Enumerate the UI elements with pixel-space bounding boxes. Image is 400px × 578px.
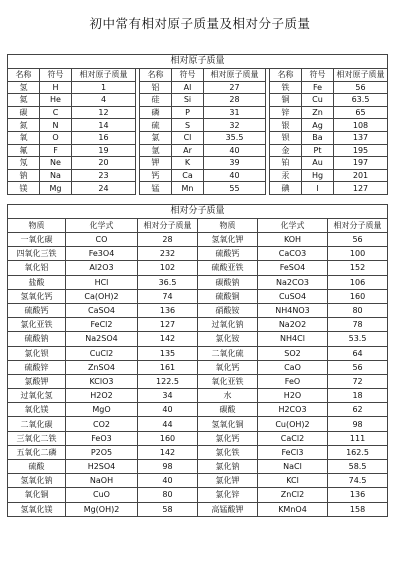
molecular-mass: 135 (138, 346, 198, 360)
substance-name: 硫酸亚铁 (198, 261, 258, 275)
molecular-mass: 232 (138, 247, 198, 261)
substance-name: 五氧化二磷 (8, 445, 66, 459)
substance-name: 过氧化钠 (198, 318, 258, 332)
substance-name: 氯化锌 (198, 488, 258, 502)
element-symbol: P (172, 106, 204, 119)
table-row (8, 261, 388, 275)
element-symbol: Cl (172, 131, 204, 144)
substance-name: 氢氧化钙 (8, 289, 66, 303)
table-row (8, 131, 388, 144)
substance-name: 硫酸钙 (198, 247, 258, 261)
atomic-mass: 56 (334, 81, 388, 94)
table-row (8, 445, 388, 459)
column-header: 物质 (8, 219, 66, 233)
element-symbol: H (40, 81, 72, 94)
substance-name: 氧化镁 (8, 403, 66, 417)
chemical-formula: Ca(OH)2 (66, 289, 138, 303)
atomic-header-row (8, 69, 388, 82)
element-name: 金 (270, 144, 302, 157)
table-row (8, 119, 388, 132)
chemical-formula: KOH (258, 233, 328, 247)
chemical-formula: CuCl2 (66, 346, 138, 360)
element-symbol: I (302, 182, 334, 195)
element-name: 碘 (270, 182, 302, 195)
molecular-mass: 36.5 (138, 275, 198, 289)
element-symbol: Ar (172, 144, 204, 157)
element-name: 钾 (140, 157, 172, 170)
element-symbol: F (40, 144, 72, 157)
chemical-formula: Na2CO3 (258, 275, 328, 289)
element-name: 锌 (270, 106, 302, 119)
element-symbol: Zn (302, 106, 334, 119)
element-symbol: Au (302, 157, 334, 170)
substance-name: 一氧化碳 (8, 233, 66, 247)
element-name: 碳 (8, 106, 40, 119)
chemical-formula: FeCl2 (66, 318, 138, 332)
column-header: 化学式 (66, 219, 138, 233)
column-header: 化学式 (258, 219, 328, 233)
table-row (8, 403, 388, 417)
element-name: 氢 (8, 81, 40, 94)
substance-name: 三氧化二铁 (8, 431, 66, 445)
table-caption: 相对原子质量 (8, 55, 388, 69)
table-row (8, 94, 388, 107)
chemical-formula: CuO (66, 488, 138, 502)
element-name: 氩 (140, 144, 172, 157)
substance-name: 氯化钠 (198, 460, 258, 474)
molecular-mass: 58 (138, 502, 198, 516)
element-symbol: Pt (302, 144, 334, 157)
table-row (8, 303, 388, 317)
chemical-formula: NaOH (66, 474, 138, 488)
element-name: 硅 (140, 94, 172, 107)
substance-name: 氯化钾 (198, 474, 258, 488)
molecular-mass: 80 (328, 303, 388, 317)
molecular-mass: 74.5 (328, 474, 388, 488)
element-name: 锰 (140, 182, 172, 195)
molecular-mass: 162.5 (328, 445, 388, 459)
table-row (8, 474, 388, 488)
substance-name: 二氧化硫 (198, 346, 258, 360)
molecular-mass: 44 (138, 417, 198, 431)
molecular-mass: 62 (328, 403, 388, 417)
chemical-formula: FeCl3 (258, 445, 328, 459)
chemical-formula: CaSO4 (66, 303, 138, 317)
table-row (8, 247, 388, 261)
element-symbol: Mn (172, 182, 204, 195)
molecular-mass: 56 (328, 360, 388, 374)
molecular-mass: 98 (138, 460, 198, 474)
atomic-mass: 12 (72, 106, 136, 119)
atomic-mass: 14 (72, 119, 136, 132)
atomic-mass-table (7, 54, 388, 195)
substance-name: 氢氧化铜 (198, 417, 258, 431)
column-header: 相对原子质量 (204, 69, 266, 82)
molecular-mass: 160 (328, 289, 388, 303)
substance-name: 二氧化碳 (8, 417, 66, 431)
element-name: 银 (270, 119, 302, 132)
molecular-mass: 142 (138, 332, 198, 346)
table-row (8, 389, 388, 403)
table-row (8, 275, 388, 289)
column-header: 名称 (140, 69, 172, 82)
substance-name: 氧化钙 (198, 360, 258, 374)
element-name: 钡 (270, 131, 302, 144)
chemical-formula: FeO (258, 374, 328, 388)
chemical-formula: Na2SO4 (66, 332, 138, 346)
page-title: 初中常有相对原子质量及相对分子质量 (89, 16, 311, 31)
element-symbol: Mg (40, 182, 72, 195)
chemical-formula: H2CO3 (258, 403, 328, 417)
atomic-mass: 137 (334, 131, 388, 144)
element-symbol: N (40, 119, 72, 132)
chemical-formula: FeSO4 (258, 261, 328, 275)
atomic-mass: 27 (204, 81, 266, 94)
table-row (8, 488, 388, 502)
column-header: 相对分子质量 (328, 219, 388, 233)
molecular-mass: 106 (328, 275, 388, 289)
element-symbol: O (40, 131, 72, 144)
table-row (8, 157, 388, 170)
molecular-mass: 102 (138, 261, 198, 275)
chemical-formula: CaCO3 (258, 247, 328, 261)
table-row (8, 502, 388, 516)
table-row (8, 332, 388, 346)
chemical-formula: ZnSO4 (66, 360, 138, 374)
chemical-formula: SO2 (258, 346, 328, 360)
substance-name: 碳酸钠 (198, 275, 258, 289)
atomic-mass: 197 (334, 157, 388, 170)
table-row (8, 346, 388, 360)
substance-name: 硝酸铵 (198, 303, 258, 317)
molecular-mass: 53.5 (328, 332, 388, 346)
table-row (8, 289, 388, 303)
chemical-formula: ZnCl2 (258, 488, 328, 502)
table-row (8, 106, 388, 119)
element-symbol: Ne (40, 157, 72, 170)
atomic-mass: 65 (334, 106, 388, 119)
atomic-mass: 35.5 (204, 131, 266, 144)
table-row (8, 169, 388, 182)
element-symbol: K (172, 157, 204, 170)
element-symbol: Al (172, 81, 204, 94)
table-row (8, 318, 388, 332)
element-name: 氯 (140, 131, 172, 144)
molecular-mass: 74 (138, 289, 198, 303)
chemical-formula: CaO (258, 360, 328, 374)
substance-name: 碳酸 (198, 403, 258, 417)
molecular-mass: 152 (328, 261, 388, 275)
molecular-mass: 18 (328, 389, 388, 403)
atomic-mass: 24 (72, 182, 136, 195)
element-symbol: Si (172, 94, 204, 107)
atomic-mass: 1 (72, 81, 136, 94)
element-symbol: Ag (302, 119, 334, 132)
molecular-mass: 40 (138, 474, 198, 488)
element-symbol: Ba (302, 131, 334, 144)
molecular-mass: 161 (138, 360, 198, 374)
element-name: 氧 (8, 131, 40, 144)
element-name: 钙 (140, 169, 172, 182)
molecular-mass: 136 (328, 488, 388, 502)
molecular-caption-row (8, 205, 388, 219)
molecular-mass: 56 (328, 233, 388, 247)
substance-name: 硫酸钠 (8, 332, 66, 346)
molecular-mass: 78 (328, 318, 388, 332)
molecular-header-row (8, 219, 388, 233)
element-name: 铁 (270, 81, 302, 94)
substance-name: 氯化铵 (198, 332, 258, 346)
chemical-formula: H2SO4 (66, 460, 138, 474)
atomic-mass: 4 (72, 94, 136, 107)
column-header: 物质 (198, 219, 258, 233)
atomic-mass: 31 (204, 106, 266, 119)
column-header: 相对分子质量 (138, 219, 198, 233)
chemical-formula: NH4Cl (258, 332, 328, 346)
substance-name: 盐酸 (8, 275, 66, 289)
chemical-formula: FeO3 (66, 431, 138, 445)
atomic-mass: 39 (204, 157, 266, 170)
table-row (8, 144, 388, 157)
element-name: 硫 (140, 119, 172, 132)
molecular-mass-table (7, 204, 388, 517)
atomic-mass: 40 (204, 144, 266, 157)
molecular-mass: 100 (328, 247, 388, 261)
chemical-formula: H2O (258, 389, 328, 403)
molecular-mass: 160 (138, 431, 198, 445)
column-header: 符号 (40, 69, 72, 82)
table-row (8, 374, 388, 388)
substance-name: 硫酸钙 (8, 303, 66, 317)
molecular-mass: 158 (328, 502, 388, 516)
atomic-mass: 201 (334, 169, 388, 182)
chemical-formula: CuSO4 (258, 289, 328, 303)
substance-name: 硫酸锌 (8, 360, 66, 374)
element-symbol: Hg (302, 169, 334, 182)
molecular-mass: 40 (138, 403, 198, 417)
atomic-mass: 55 (204, 182, 266, 195)
atomic-mass: 127 (334, 182, 388, 195)
table-row (8, 431, 388, 445)
column-header: 相对原子质量 (72, 69, 136, 82)
chemical-formula: KClO3 (66, 374, 138, 388)
table-caption: 相对分子质量 (8, 205, 388, 219)
element-name: 氦 (8, 94, 40, 107)
chemical-formula: Fe3O4 (66, 247, 138, 261)
substance-name: 氯化钡 (8, 346, 66, 360)
column-header: 名称 (8, 69, 40, 82)
chemical-formula: H2O2 (66, 389, 138, 403)
chemical-formula: NaCl (258, 460, 328, 474)
element-name: 磷 (140, 106, 172, 119)
substance-name: 硫酸 (8, 460, 66, 474)
column-header: 相对原子质量 (334, 69, 388, 82)
atomic-mass: 32 (204, 119, 266, 132)
element-name: 镁 (8, 182, 40, 195)
atomic-mass: 108 (334, 119, 388, 132)
chemical-formula: Mg(OH)2 (66, 502, 138, 516)
molecular-mass: 127 (138, 318, 198, 332)
chemical-formula: CaCl2 (258, 431, 328, 445)
atomic-mass: 28 (204, 94, 266, 107)
substance-name: 氯化亚铁 (8, 318, 66, 332)
column-header: 符号 (302, 69, 334, 82)
atomic-mass: 19 (72, 144, 136, 157)
substance-name: 高锰酸钾 (198, 502, 258, 516)
chemical-formula: CO2 (66, 417, 138, 431)
substance-name: 氧化亚铁 (198, 374, 258, 388)
substance-name: 过氧化氢 (8, 389, 66, 403)
molecular-mass: 111 (328, 431, 388, 445)
substance-name: 氢氧化镁 (8, 502, 66, 516)
atomic-mass: 63.5 (334, 94, 388, 107)
element-symbol: Na (40, 169, 72, 182)
molecular-mass: 64 (328, 346, 388, 360)
molecular-mass: 72 (328, 374, 388, 388)
atomic-mass: 20 (72, 157, 136, 170)
element-name: 氖 (8, 157, 40, 170)
chemical-formula: CO (66, 233, 138, 247)
table-row (8, 81, 388, 94)
element-name: 铜 (270, 94, 302, 107)
chemical-formula: KCl (258, 474, 328, 488)
element-symbol: Cu (302, 94, 334, 107)
substance-name: 氯酸钾 (8, 374, 66, 388)
element-name: 铂 (270, 157, 302, 170)
molecular-mass: 98 (328, 417, 388, 431)
element-symbol: He (40, 94, 72, 107)
atomic-mass: 23 (72, 169, 136, 182)
element-name: 钠 (8, 169, 40, 182)
molecular-mass: 136 (138, 303, 198, 317)
element-name: 氮 (8, 119, 40, 132)
substance-name: 氯化钙 (198, 431, 258, 445)
table-row (8, 233, 388, 247)
table-row (8, 182, 388, 195)
molecular-mass: 80 (138, 488, 198, 502)
substance-name: 氢氧化钾 (198, 233, 258, 247)
atomic-mass: 40 (204, 169, 266, 182)
chemical-formula: Al2O3 (66, 261, 138, 275)
substance-name: 氢氧化钠 (8, 474, 66, 488)
chemical-formula: P2O5 (66, 445, 138, 459)
element-name: 铝 (140, 81, 172, 94)
table-row (8, 360, 388, 374)
molecular-mass: 122.5 (138, 374, 198, 388)
substance-name: 水 (198, 389, 258, 403)
substance-name: 氧化铜 (8, 488, 66, 502)
element-name: 汞 (270, 169, 302, 182)
chemical-formula: Na2O2 (258, 318, 328, 332)
substance-name: 氧化铝 (8, 261, 66, 275)
column-header: 符号 (172, 69, 204, 82)
element-symbol: Fe (302, 81, 334, 94)
substance-name: 氯化铁 (198, 445, 258, 459)
molecular-mass: 142 (138, 445, 198, 459)
element-symbol: Ca (172, 169, 204, 182)
substance-name: 硫酸铜 (198, 289, 258, 303)
atomic-mass: 16 (72, 131, 136, 144)
atomic-mass: 195 (334, 144, 388, 157)
chemical-formula: KMnO4 (258, 502, 328, 516)
chemical-formula: Cu(OH)2 (258, 417, 328, 431)
molecular-mass: 58.5 (328, 460, 388, 474)
molecular-mass: 28 (138, 233, 198, 247)
element-symbol: C (40, 106, 72, 119)
column-header: 名称 (270, 69, 302, 82)
table-row (8, 460, 388, 474)
chemical-formula: MgO (66, 403, 138, 417)
molecular-mass: 34 (138, 389, 198, 403)
element-symbol: S (172, 119, 204, 132)
chemical-formula: HCl (66, 275, 138, 289)
chemical-formula: NH4NO3 (258, 303, 328, 317)
element-name: 氟 (8, 144, 40, 157)
atomic-caption-row (8, 55, 388, 69)
table-row (8, 417, 388, 431)
substance-name: 四氧化三铁 (8, 247, 66, 261)
